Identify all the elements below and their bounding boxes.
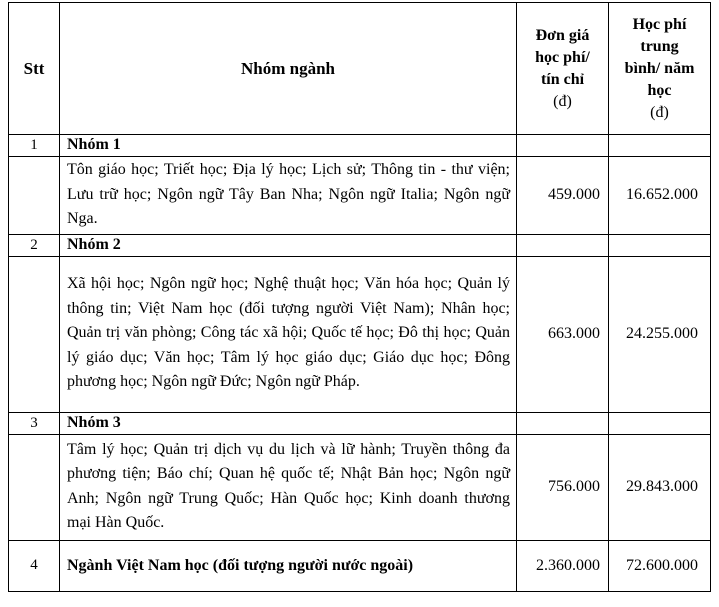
header-unit-price — [517, 3, 609, 135]
header-avg-fee-unit: (đ) — [650, 103, 669, 121]
avg-fee-value: 72.600.000 — [609, 540, 711, 591]
table-row — [9, 412, 711, 434]
table-row — [9, 157, 711, 235]
table-row — [9, 234, 711, 256]
row-stt: 1 — [9, 135, 60, 157]
majors-list: Tâm lý học; Quản trị dịch vụ du lịch và lữ hành; Truyền thông đa phương tiện; Báo chí; Quan hệ quốc tế; Nhật Bản học; Ngôn ngữ Anh; Ngôn ngữ Trung Quốc; Hàn Quốc học; Kinh doanh thương mại Hàn Quốc. — [60, 434, 517, 540]
tuition-fee-table — [8, 2, 711, 592]
empty-cell — [9, 434, 60, 540]
group-name: Nhóm 2 — [60, 234, 517, 256]
avg-fee-value: 16.652.000 — [609, 157, 711, 235]
header-unit-price-line-1: Đơn giá — [535, 26, 590, 44]
group-name: Ngành Việt Nam học (đối tượng người nước ngoài) — [60, 540, 517, 591]
avg-fee-value: 24.255.000 — [609, 256, 711, 412]
majors-list: Tôn giáo học; Triết học; Địa lý học; Lịch sử; Thông tin - thư viện; Lưu trữ học; Ngôn ngữ Tây Ban Nha; Ngôn ngữ Italia; Ngôn ngữ Nga. — [60, 157, 517, 235]
empty-cell — [517, 412, 609, 434]
empty-cell — [517, 135, 609, 157]
table-row — [9, 135, 711, 157]
header-group: Nhóm ngành — [60, 3, 517, 135]
header-avg-fee — [609, 3, 711, 135]
unit-price-value: 2.360.000 — [517, 540, 609, 591]
group-name: Nhóm 1 — [60, 135, 517, 157]
avg-fee-value: 29.843.000 — [609, 434, 711, 540]
table-row — [9, 256, 711, 412]
header-unit-price-unit: (đ) — [553, 92, 572, 110]
empty-cell — [609, 412, 711, 434]
unit-price-value: 663.000 — [517, 256, 609, 412]
empty-cell — [9, 157, 60, 235]
unit-price-value: 459.000 — [517, 157, 609, 235]
empty-cell — [517, 234, 609, 256]
row-stt: 2 — [9, 234, 60, 256]
header-unit-price-line-3: tín chỉ — [540, 70, 585, 88]
empty-cell — [609, 135, 711, 157]
row-stt: 4 — [9, 540, 60, 591]
header-avg-fee-line-2: trung — [640, 37, 679, 55]
header-stt: Stt — [9, 3, 60, 135]
empty-cell — [609, 234, 711, 256]
empty-cell — [9, 256, 60, 412]
header-avg-fee-line-4: học — [647, 81, 672, 99]
table-row — [9, 540, 711, 591]
table-header-row — [9, 3, 711, 135]
group-name: Nhóm 3 — [60, 412, 517, 434]
header-avg-fee-line-1: Học phí — [632, 15, 687, 33]
header-avg-fee-line-3: bình/ năm — [624, 59, 695, 77]
majors-list: Xã hội học; Ngôn ngữ học; Nghệ thuật học; Văn hóa học; Quản lý thông tin; Việt Nam học (đối tượng người Việt Nam); Nhân học; Quản trị văn phòng; Công tác xã hội; Quốc tế học; Đô thị học; Quản lý giáo dục; Văn học; Tâm lý học giáo dục; Giáo dục học; Đông phương học; Ngôn ngữ Đức; Ngôn ngữ Pháp. — [60, 256, 517, 412]
unit-price-value: 756.000 — [517, 434, 609, 540]
header-unit-price-line-2: học phí/ — [535, 48, 590, 66]
table-row — [9, 434, 711, 540]
row-stt: 3 — [9, 412, 60, 434]
